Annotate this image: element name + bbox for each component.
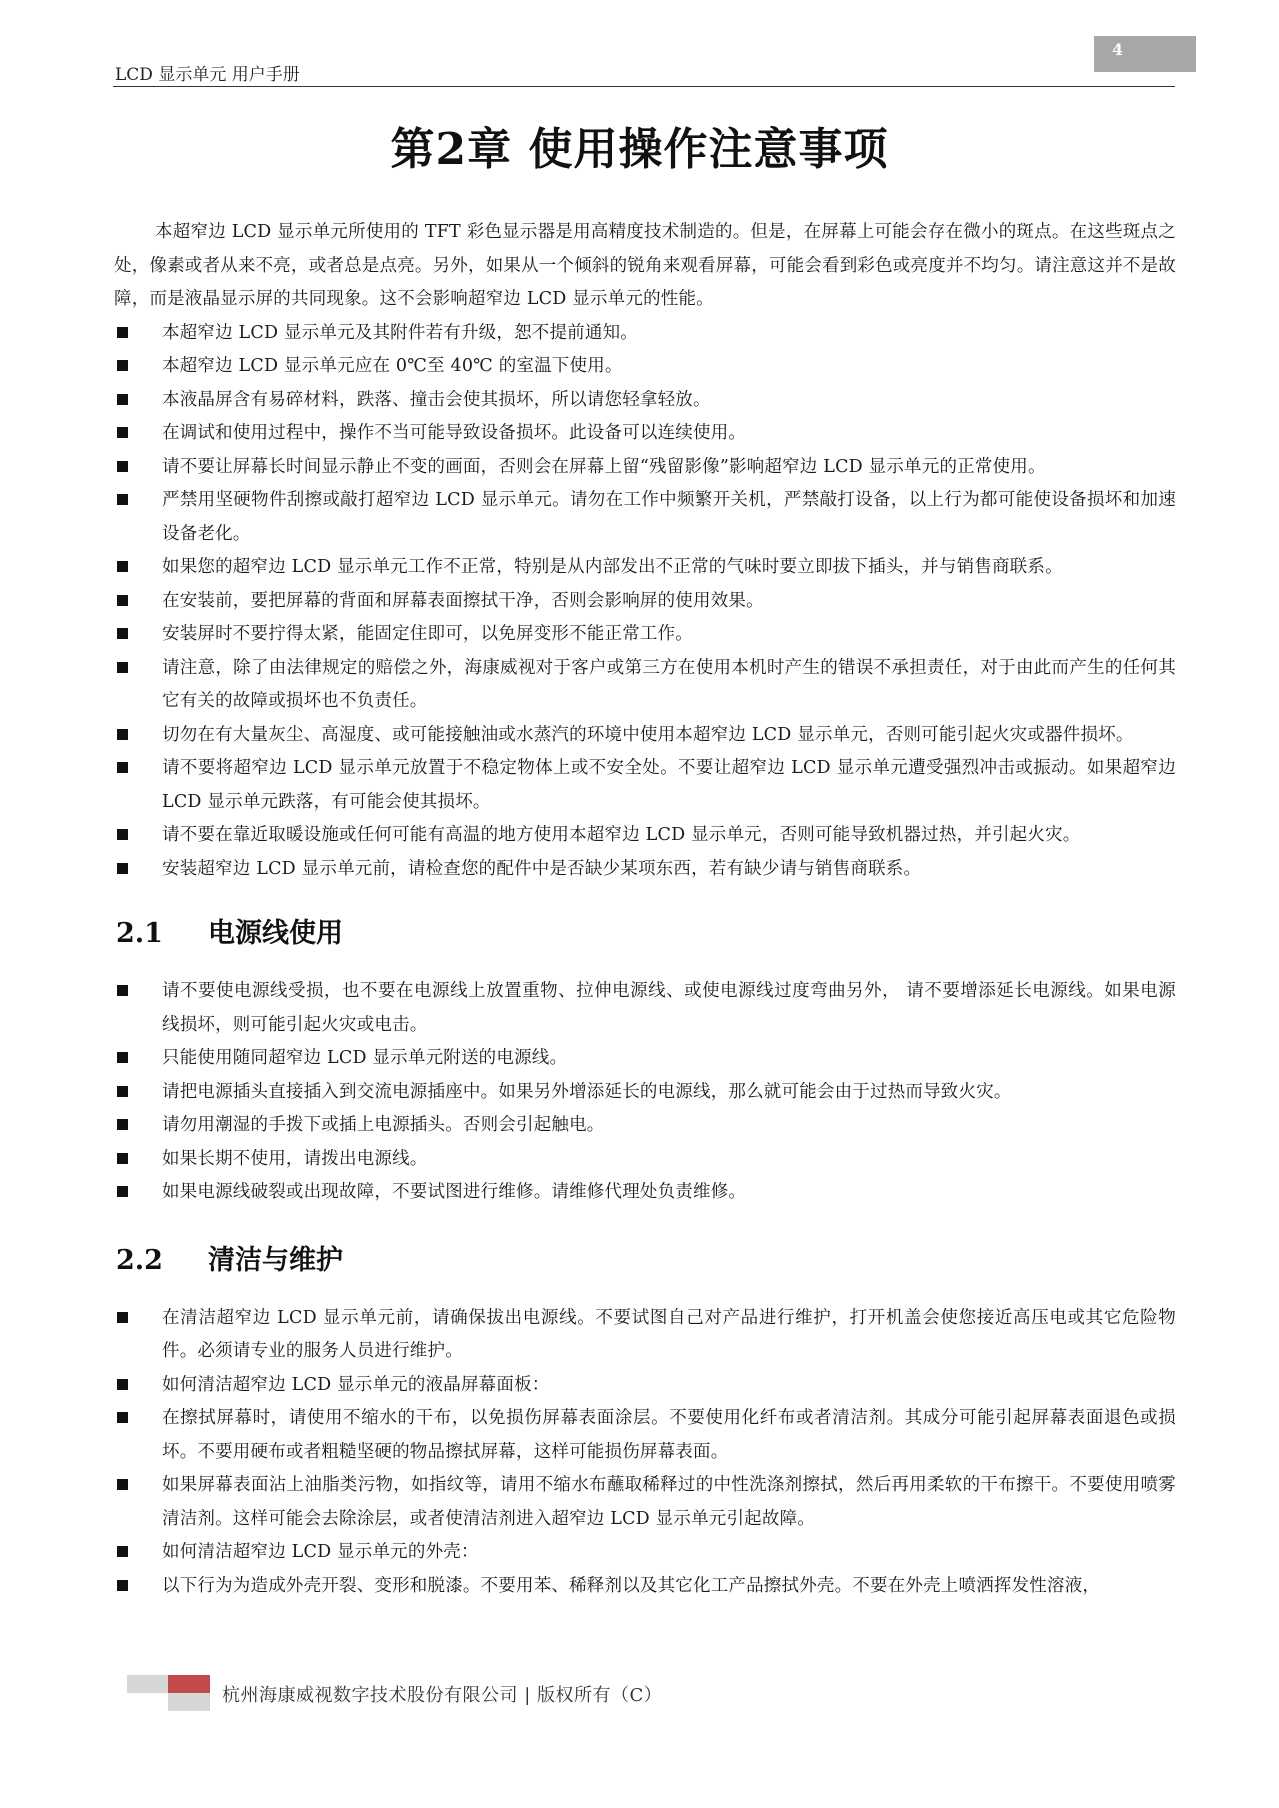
intro-paragraph: 本超窄边 LCD 显示单元所使用的 TFT 彩色显示器是用高精度技术制造的。但是，在屏幕上可能会存在微小的斑点。在这些斑点之处，像素或者从来不亮，或者总是点亮。另外，如果从一个倾斜的锐角来观看屏幕，可能会看到彩色或亮度并不均匀。请注意这并不是故障，而是液晶显示屏的共同现象。这不会影响超窄边 LCD 显示单元的性能。: [114, 222, 1176, 309]
list-item-text: 切勿在有大量灰尘、高湿度、或可能接触油或水蒸汽的环境中使用本超窄边 LCD 显示单元，否则可能引起火灾或器件损坏。: [162, 724, 1134, 745]
section-number: 2.1: [116, 918, 163, 950]
list-item-text: 请不要在靠近取暖设施或任何可能有高温的地方使用本超窄边 LCD 显示单元，否则可能导致机器过热，并引起火灾。: [162, 825, 1081, 845]
bullet-square-icon: [117, 327, 128, 338]
list-item: [114, 384, 1176, 418]
list-item: [114, 585, 1176, 619]
list-item-text: 如何清洁超窄边 LCD 显示单元的液晶屏幕面板：: [162, 1374, 550, 1395]
list-item-text: 严禁用坚硬物件刮擦或敲打超窄边 LCD 显示单元。请勿在工作中频繁开关机，严禁敲打设备，以上行为都可能使设备损坏和加速设备老化。: [162, 490, 1176, 544]
list-item: [114, 451, 1176, 485]
list-item: [114, 1369, 1176, 1403]
list-item-text: 请不要让屏幕长时间显示静止不变的画面，否则会在屏幕上留“残留影像”影响超窄边 LCD 显示单元的正常使用。: [162, 456, 1046, 477]
bullet-square-icon: [117, 762, 128, 773]
bullet-square-icon: [117, 1580, 128, 1591]
list-item: [114, 1570, 1176, 1604]
list-item-text: 在调试和使用过程中，操作不当可能导致设备损坏。此设备可以连续使用。: [162, 423, 747, 443]
list-item-text: 如果您的超窄边 LCD 显示单元工作不正常，特别是从内部发出不正常的气味时要立即拔下插头，并与销售商联系。: [162, 557, 1063, 577]
section-title: 清洁与维护: [208, 1244, 343, 1276]
list-item: [114, 752, 1176, 819]
section-title: 电源线使用: [208, 918, 343, 950]
bullet-square-icon: [117, 662, 128, 673]
bullet-square-icon: [117, 1153, 128, 1164]
list-item: [114, 1143, 1176, 1177]
bullet-square-icon: [117, 1186, 128, 1197]
cleaning-list: [114, 1302, 1176, 1604]
header-divider: [113, 86, 1175, 87]
bullet-square-icon: [117, 461, 128, 472]
bullet-square-icon: [117, 985, 128, 996]
list-item: [114, 1536, 1176, 1570]
bullet-square-icon: [117, 394, 128, 405]
list-item-text: 只能使用随同超窄边 LCD 显示单元附送的电源线。: [162, 1048, 568, 1068]
list-item-text: 本液晶屏含有易碎材料，跌落、撞击会使其损坏，所以请您轻拿轻放。: [162, 389, 711, 410]
section-number: 2.2: [116, 1244, 163, 1276]
list-item-text: 请注意，除了由法律规定的赔偿之外，海康威视对于客户或第三方在使用本机时产生的错误不承担责任，对于由此而产生的任何其它有关的故障或损坏也不负责任。: [162, 657, 1176, 711]
power-cord-list: [114, 975, 1176, 1210]
list-item-text: 如果电源线破裂或出现故障，不要试图进行维修。请维修代理处负责维修。: [162, 1182, 747, 1202]
list-item-text: 请勿用潮湿的手拨下或插上电源插头。否则会引起触电。: [162, 1115, 605, 1135]
footer-decoration: [127, 1675, 168, 1693]
list-item: [114, 1302, 1176, 1369]
list-item-text: 以下行为为造成外壳开裂、变形和脱漆。不要用苯、稀释剂以及其它化工产品擦拭外壳。不要在外壳上喷洒挥发性溶液，: [162, 1575, 1101, 1596]
list-item-text: 在清洁超窄边 LCD 显示单元前，请确保拔出电源线。不要试图自己对产品进行维护，打开机盖会使您接近高压电或其它危险物件。必须请专业的服务人员进行维护。: [162, 1307, 1176, 1361]
bullet-square-icon: [117, 829, 128, 840]
list-item: [114, 652, 1176, 719]
bullet-square-icon: [117, 1312, 128, 1323]
page-number-badge: 4: [1094, 36, 1196, 72]
list-item-text: 本超窄边 LCD 显示单元及其附件若有升级，恕不提前通知。: [162, 322, 638, 343]
section-heading-power-cord: [114, 914, 1176, 954]
bullet-square-icon: [117, 1119, 128, 1130]
list-item: [114, 1176, 1176, 1210]
bullet-square-icon: [117, 1546, 128, 1557]
list-item: [114, 1402, 1176, 1469]
list-item-text: 如果长期不使用，请拨出电源线。: [162, 1148, 428, 1169]
footer-decoration-accent: [168, 1675, 210, 1693]
bullet-square-icon: [117, 494, 128, 505]
list-item: [114, 618, 1176, 652]
bullet-square-icon: [117, 729, 128, 740]
bullet-square-icon: [117, 561, 128, 572]
list-item: [114, 719, 1176, 753]
list-item-text: 在安装前，要把屏幕的背面和屏幕表面擦拭干净，否则会影响屏的使用效果。: [162, 590, 764, 611]
list-item: [114, 975, 1176, 1042]
footer-copyright: 杭州海康威视数字技术股份有限公司 | 版权所有（C）: [222, 1685, 663, 1706]
general-precautions-list: [114, 317, 1176, 887]
section-heading-cleaning: [114, 1241, 1176, 1281]
list-item: [114, 853, 1176, 887]
list-item-text: 本超窄边 LCD 显示单元应在 0℃至 40℃ 的室温下使用。: [162, 356, 623, 376]
bullet-square-icon: [117, 1052, 128, 1063]
list-item: [114, 484, 1176, 551]
list-item-text: 在擦拭屏幕时，请使用不缩水的干布，以免损伤屏幕表面涂层。不要使用化纤布或者清洁剂。其成分可能引起屏幕表面退色或损坏。不要用硬布或者粗糙坚硬的物品擦拭屏幕，这样可能损伤屏幕表面。: [162, 1408, 1176, 1462]
list-item-text: 请把电源插头直接插入到交流电源插座中。如果另外增添延长的电源线，那么就可能会由于过热而导致火灾。: [162, 1081, 1012, 1102]
list-item: [114, 350, 1176, 384]
bullet-square-icon: [117, 1479, 128, 1490]
list-item: [114, 1042, 1176, 1076]
bullet-square-icon: [117, 1412, 128, 1423]
header-title: LCD 显示单元 用户手册: [115, 65, 300, 85]
bullet-square-icon: [117, 427, 128, 438]
list-item-text: 如何清洁超窄边 LCD 显示单元的外壳：: [162, 1542, 479, 1562]
chapter-title: 第2章 使用操作注意事项: [390, 124, 889, 175]
list-item: [114, 1469, 1176, 1536]
bullet-square-icon: [117, 1086, 128, 1097]
list-item-text: 如果屏幕表面沾上油脂类污物，如指纹等，请用不缩水布蘸取稀释过的中性洗涤剂擦拭，然后再用柔软的干布擦干。不要使用喷雾清洁剂。这样可能会去除涂层，或者使清洁剂进入超窄边 LCD 显示单元引起故障。: [162, 1475, 1176, 1529]
list-item: [114, 317, 1176, 351]
list-item: [114, 551, 1176, 585]
list-item-text: 请不要使电源线受损，也不要在电源线上放置重物、拉伸电源线、或使电源线过度弯曲另外， 请不要增添延长电源线。如果电源线损坏，则可能引起火灾或电击。: [162, 981, 1176, 1035]
list-item: [114, 1076, 1176, 1110]
list-item: [114, 819, 1176, 853]
list-item-text: 安装屏时不要拧得太紧，能固定住即可，以免屏变形不能正常工作。: [162, 624, 693, 644]
bullet-square-icon: [117, 863, 128, 874]
bullet-square-icon: [117, 628, 128, 639]
bullet-square-icon: [117, 1379, 128, 1390]
footer-decoration: [168, 1693, 210, 1711]
bullet-square-icon: [117, 360, 128, 371]
list-item-text: 请不要将超窄边 LCD 显示单元放置于不稳定物体上或不安全处。不要让超窄边 LCD 显示单元遭受强烈冲击或振动。如果超窄边 LCD 显示单元跌落，有可能会使其损坏。: [162, 758, 1176, 812]
bullet-square-icon: [117, 595, 128, 606]
list-item: [114, 1109, 1176, 1143]
list-item-text: 安装超窄边 LCD 显示单元前，请检查您的配件中是否缺少某项东西，若有缺少请与销售商联系。: [162, 858, 922, 879]
page-content: [114, 216, 1176, 1603]
list-item: [114, 417, 1176, 451]
